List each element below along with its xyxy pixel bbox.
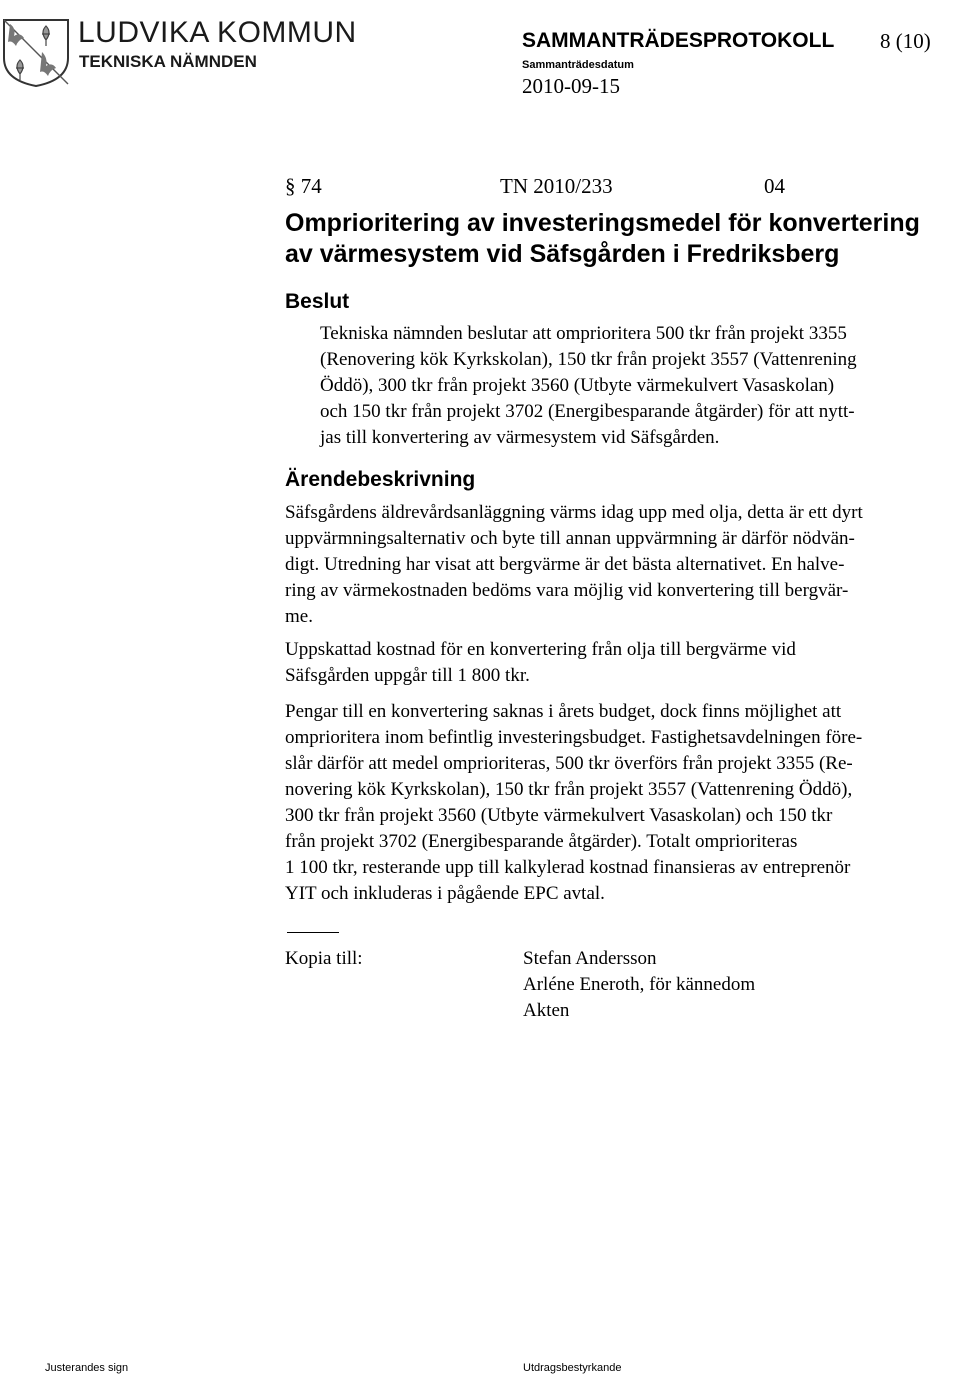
- recipient: Arléne Eneroth, för kännedom: [523, 974, 756, 995]
- case-description-paragraph-1: [285, 500, 863, 630]
- footer-extract-label: Utdragsbestyrkande: [523, 1362, 622, 1374]
- text-line: från projekt 3702 (Energibesparande åtgärder). Totalt omprioriteras: [285, 831, 798, 852]
- document-title: SAMMANTRÄDESPROTOKOLL: [522, 29, 835, 52]
- text-line: Säfsgården uppgår till 1 800 tkr.: [285, 665, 530, 686]
- case-number: TN 2010/233: [500, 174, 613, 198]
- text-line: Pengar till en konvertering saknas i årets budget, dock finns möjlighet att: [285, 701, 842, 722]
- municipal-coat-of-arms-logo: [2, 18, 70, 88]
- recipient: Stefan Andersson: [523, 948, 657, 969]
- meeting-date-label: Sammanträdesdatum: [522, 59, 634, 71]
- meeting-date-value: 2010-09-15: [522, 74, 620, 98]
- archive-code: 04: [764, 174, 785, 198]
- separator-line: [287, 932, 339, 933]
- text-line: omprioritera inom befintlig investeringsbudget. Fastighetsavdelningen före-: [285, 727, 863, 748]
- text-line: jas till konvertering av värmesystem vid Säfsgården.: [320, 427, 720, 448]
- case-description-paragraph-2: [285, 637, 796, 689]
- footer-signature-label: Justerandes sign: [45, 1362, 129, 1374]
- text-line: slår därför att medel omprioriteras, 500 tkr överförs från projekt 3355 (Re-: [285, 753, 853, 774]
- text-line: digt. Utredning har visat att bergvärme är det bästa alternativet. En halve-: [285, 554, 845, 575]
- organization-name: LUDVIKA KOMMUN: [78, 16, 357, 49]
- page-number: 8 (10): [880, 29, 931, 53]
- decision-heading: Beslut: [285, 290, 350, 313]
- paragraph-number: § 74: [285, 174, 322, 198]
- decision-text: [320, 321, 857, 451]
- recipient: Akten: [523, 1000, 570, 1021]
- text-line: 300 tkr från projekt 3560 (Utbyte värmekulvert Vasaskolan) och 150 tkr: [285, 805, 833, 826]
- text-line: Säfsgårdens äldrevårdsanläggning värms idag upp med olja, detta är ett dyrt: [285, 502, 863, 523]
- text-line: YIT och inkluderas i pågående EPC avtal.: [285, 883, 605, 904]
- text-line: uppvärmningsalternativ och byte till annan uppvärmning är därför nödvän-: [285, 528, 855, 549]
- case-description-paragraph-3: [285, 699, 862, 907]
- text-line: me.: [285, 606, 313, 627]
- text-line: (Renovering kök Kyrkskolan), 150 tkr från projekt 3557 (Vattenrening: [320, 349, 857, 370]
- item-heading: Omprioritering av investeringsmedel för konvertering av värmesystem vid Säfsgården i Fredriksberg: [285, 209, 920, 268]
- text-line: Uppskattad kostnad för en konvertering från olja till bergvärme vid: [285, 639, 796, 660]
- organization-subtitle: TEKNISKA NÄMNDEN: [79, 52, 257, 71]
- copy-recipients-list: [523, 946, 755, 1024]
- copy-to-label: Kopia till:: [285, 948, 363, 969]
- text-line: ring av värmekostnaden bedöms vara möjlig vid konvertering till bergvär-: [285, 580, 849, 601]
- text-line: och 150 tkr från projekt 3702 (Energibesparande åtgärder) för att nytt-: [320, 401, 855, 422]
- text-line: novering kök Kyrkskolan), 150 tkr från projekt 3557 (Vattenrening Öddö),: [285, 779, 853, 800]
- text-line: 1 100 tkr, resterande upp till kalkylerad kostnad finansieras av entreprenör: [285, 857, 851, 878]
- case-description-heading: Ärendebeskrivning: [285, 468, 476, 491]
- text-line: Tekniska nämnden beslutar att omprioritera 500 tkr från projekt 3355: [320, 323, 847, 344]
- text-line: Öddö), 300 tkr från projekt 3560 (Utbyte värmekulvert Vasaskolan): [320, 375, 835, 396]
